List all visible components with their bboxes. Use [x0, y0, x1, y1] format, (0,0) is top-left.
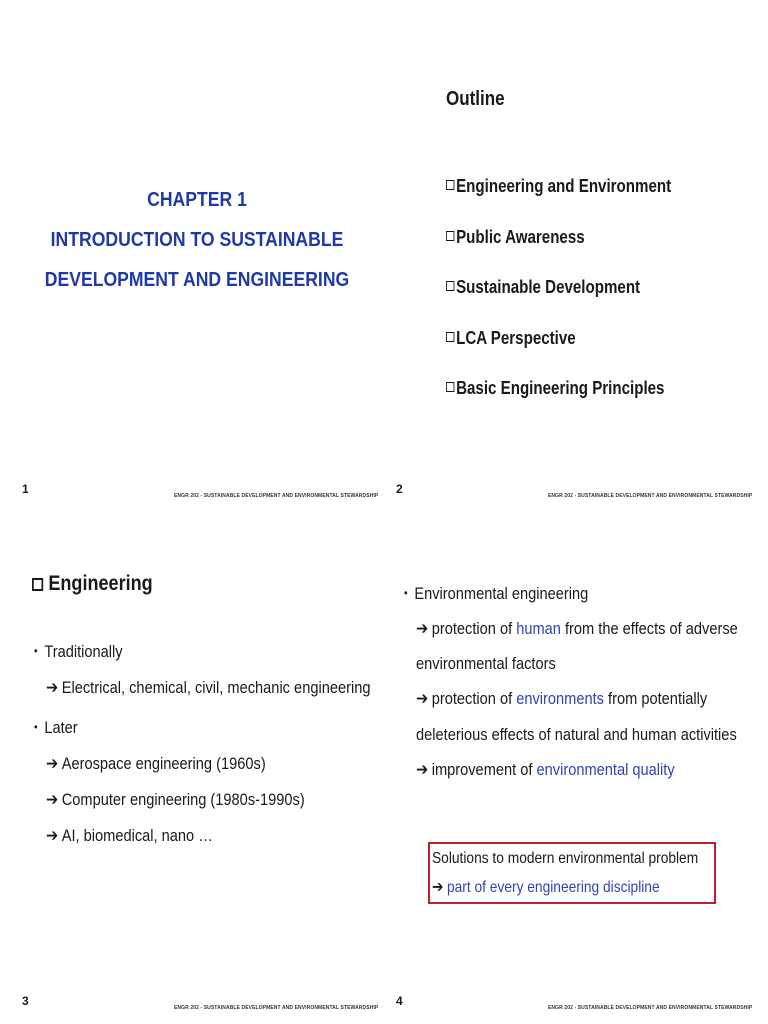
outline-item-label: Basic Engineering Principles	[456, 378, 665, 398]
slide-footer: ENGR 202 - SUSTAINABLE DEVELOPMENT AND ENVIRONMENTAL STEWARDSHIP	[174, 493, 379, 499]
slide-1	[0, 0, 384, 512]
arrow-right-icon: ➔	[416, 619, 429, 638]
sub-bullet-text: Computer engineering (1980s-1990s)	[61, 790, 305, 809]
slide-2	[384, 0, 768, 512]
callout-line-1: Solutions to modern environmental problem	[432, 850, 699, 867]
text-run: protection of	[431, 619, 517, 638]
arrow-right-icon: ➔	[416, 689, 429, 708]
highlight-text: environmental quality	[536, 760, 675, 779]
continuation-line: deleterious effects of natural and human activities	[416, 725, 737, 744]
chapter-title-line-3: DEVELOPMENT AND ENGINEERING	[44, 269, 350, 291]
arrow-right-icon: ➔	[46, 826, 59, 845]
bullet-text: Environmental engineering	[414, 584, 589, 603]
sub-bullet-text: Aerospace engineering (1960s)	[61, 754, 266, 773]
slide-3	[0, 512, 384, 1024]
sub-bullet	[416, 760, 675, 780]
slide-number: 1	[22, 482, 29, 496]
slide-title-text: Engineering	[48, 572, 153, 595]
slide-footer: ENGR 202 - SUSTAINABLE DEVELOPMENT AND ENVIRONMENTAL STEWARDSHIP	[174, 1005, 379, 1011]
callout-line-2	[432, 877, 660, 897]
outline-item	[446, 227, 671, 278]
checkbox-bullet-icon	[446, 382, 454, 392]
slide-footer: ENGR 202 - SUSTAINABLE DEVELOPMENT AND ENVIRONMENTAL STEWARDSHIP	[548, 1005, 753, 1011]
callout-highlight-text: part of every engineering discipline	[446, 879, 660, 896]
outline-item-label: Public Awareness	[456, 226, 585, 247]
slide-number: 3	[22, 994, 29, 1008]
sub-bullet	[46, 790, 305, 810]
bullet-text: Later	[44, 718, 78, 737]
sub-bullet	[416, 689, 707, 709]
bullet-later	[34, 718, 78, 738]
highlight-text: human	[516, 619, 561, 638]
sub-bullet-text: Electrical, chemical, civil, mechanic engineering	[61, 678, 371, 697]
sub-bullet	[46, 678, 370, 698]
checkbox-bullet-icon	[446, 281, 454, 291]
bullet-dot-icon: •	[34, 720, 38, 734]
sub-bullet-text: AI, biomedical, nano …	[61, 826, 213, 845]
callout-box	[428, 842, 716, 904]
highlight-text: environments	[516, 689, 604, 708]
sub-bullet	[46, 754, 266, 774]
arrow-right-icon: ➔	[46, 754, 59, 773]
bullet-text: Traditionally	[44, 642, 123, 661]
bullet-environmental-engineering	[404, 584, 588, 604]
outline-title: Outline	[446, 88, 505, 110]
slide-title	[32, 572, 153, 596]
checkbox-bullet-icon	[446, 231, 454, 241]
arrow-right-icon: ➔	[46, 790, 59, 809]
checkbox-bullet-icon	[446, 332, 454, 342]
slide-4	[384, 512, 768, 1024]
sub-bullet	[416, 619, 738, 639]
outline-item	[446, 176, 671, 227]
outline-item-label: LCA Perspective	[456, 327, 576, 348]
outline-list	[446, 176, 714, 429]
continuation-line: environmental factors	[416, 654, 556, 673]
text-run: from potentially	[603, 689, 708, 708]
slide-number: 2	[396, 482, 403, 496]
outline-item	[446, 378, 671, 429]
arrow-right-icon: ➔	[432, 879, 444, 896]
bullet-dot-icon: •	[404, 586, 408, 600]
text-run: from the effects of adverse	[560, 619, 738, 638]
arrow-right-icon: ➔	[46, 678, 59, 697]
outline-item	[446, 328, 671, 379]
text-run: protection of	[431, 689, 517, 708]
outline-item	[446, 277, 671, 328]
bullet-traditionally	[34, 642, 123, 662]
bullet-dot-icon: •	[34, 644, 38, 658]
checkbox-bullet-icon	[32, 578, 43, 591]
slide-number: 4	[396, 994, 403, 1008]
checkbox-bullet-icon	[446, 180, 454, 190]
sub-bullet	[46, 826, 213, 846]
outline-item-label: Engineering and Environment	[456, 176, 672, 196]
slide-footer: ENGR 202 - SUSTAINABLE DEVELOPMENT AND ENVIRONMENTAL STEWARDSHIP	[548, 493, 753, 499]
chapter-title-line-2: INTRODUCTION TO SUSTAINABLE	[50, 229, 344, 251]
text-run: improvement of	[431, 760, 537, 779]
arrow-right-icon: ➔	[416, 760, 429, 779]
chapter-title	[41, 180, 353, 300]
outline-item-label: Sustainable Development	[456, 277, 641, 297]
chapter-title-line-1: CHAPTER 1	[147, 189, 247, 211]
